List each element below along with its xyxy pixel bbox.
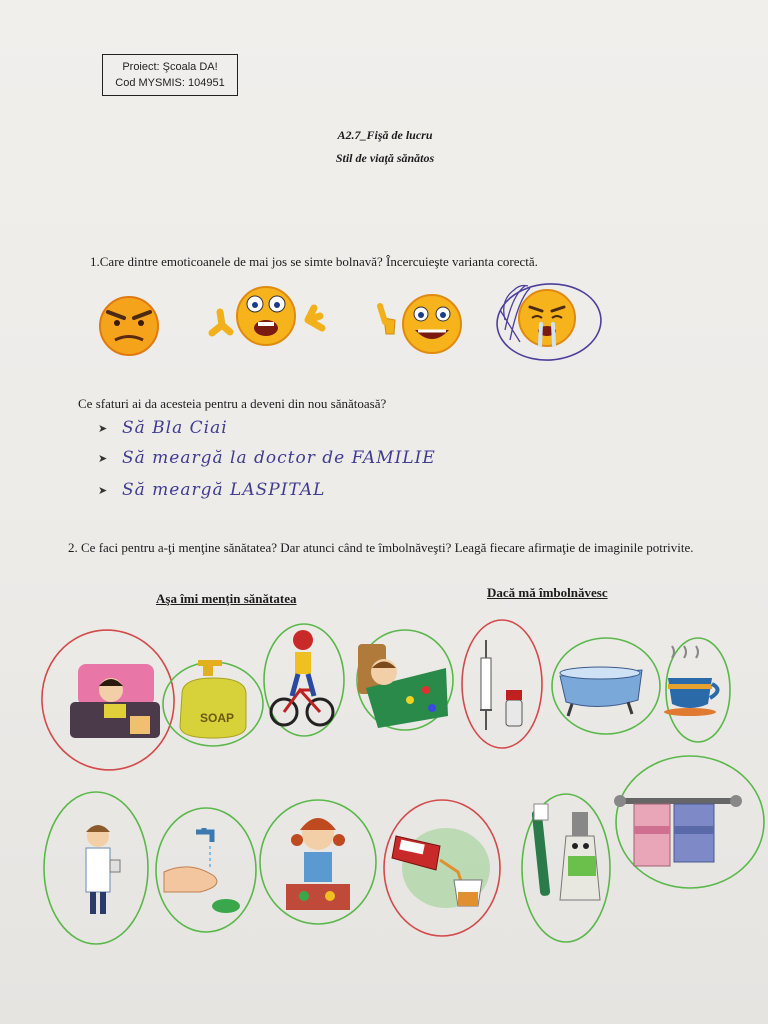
hand-washing-icon bbox=[164, 828, 240, 913]
arrow-bullet-icon: ➤ bbox=[98, 451, 108, 465]
answer-2 bbox=[98, 448, 436, 468]
angry-face-icon bbox=[100, 297, 158, 355]
bathtub-icon bbox=[560, 667, 642, 716]
medicine-syrup-icon bbox=[392, 828, 490, 908]
syringe-and-vial-icon bbox=[480, 640, 522, 730]
sick-face-icon bbox=[519, 290, 575, 346]
arrow-bullet-icon: ➤ bbox=[98, 421, 108, 435]
toothbrush-toothpaste-icon bbox=[532, 804, 600, 900]
sick-child-in-bed-icon bbox=[70, 664, 160, 738]
answer-1-text: Să Bla Ciai bbox=[122, 418, 228, 438]
answer-1 bbox=[98, 418, 228, 438]
project-code: Cod MYSMIS: 104951 bbox=[115, 77, 225, 89]
row2-pictures bbox=[44, 756, 764, 944]
worksheet-code: A2.7_Fişă de lucru bbox=[337, 128, 433, 142]
scared-face-icon bbox=[212, 287, 322, 345]
arrow-bullet-icon: ➤ bbox=[98, 483, 108, 497]
soap-label: SOAP bbox=[200, 711, 235, 725]
child-eating-icon bbox=[286, 818, 350, 910]
answer-3 bbox=[98, 480, 325, 500]
answer-2-text: Să meargă la doctor de FAMILIE bbox=[122, 448, 436, 468]
row1-pictures bbox=[33, 620, 730, 779]
tea-cup-icon bbox=[664, 646, 718, 716]
column-heading-sick: Dacă mă îmbolnăvesc bbox=[487, 585, 608, 600]
soap-dispenser-icon bbox=[180, 660, 246, 738]
answer-3-text: Să meargă LASPITAL bbox=[122, 480, 326, 500]
happy-face-icon bbox=[380, 295, 461, 353]
doctor-icon bbox=[86, 825, 120, 914]
project-name: Proiect: Şcoala DA! bbox=[122, 61, 218, 73]
towels-icon bbox=[614, 795, 742, 866]
question-1b-text: Ce sfaturi ai da acesteia pentru a deveni din nou sănătoasă? bbox=[78, 396, 387, 411]
question-1-text: 1.Care dintre emoticoanele de mai jos se simte bolnavă? Încercuieşte varianta corectă. bbox=[90, 254, 538, 269]
worksheet-title: Stil de viaţă sănătos bbox=[335, 151, 435, 165]
column-heading-healthy: Aşa îmi menţin sănătatea bbox=[156, 591, 297, 606]
child-cycling-icon bbox=[271, 630, 333, 725]
question-2-text: 2. Ce faci pentru a-ţi menţine sănătatea? Dar atunci când te îmbolnăveşti? Leagă fiecare afirmaţie de imaginile potrivite. bbox=[68, 540, 694, 555]
